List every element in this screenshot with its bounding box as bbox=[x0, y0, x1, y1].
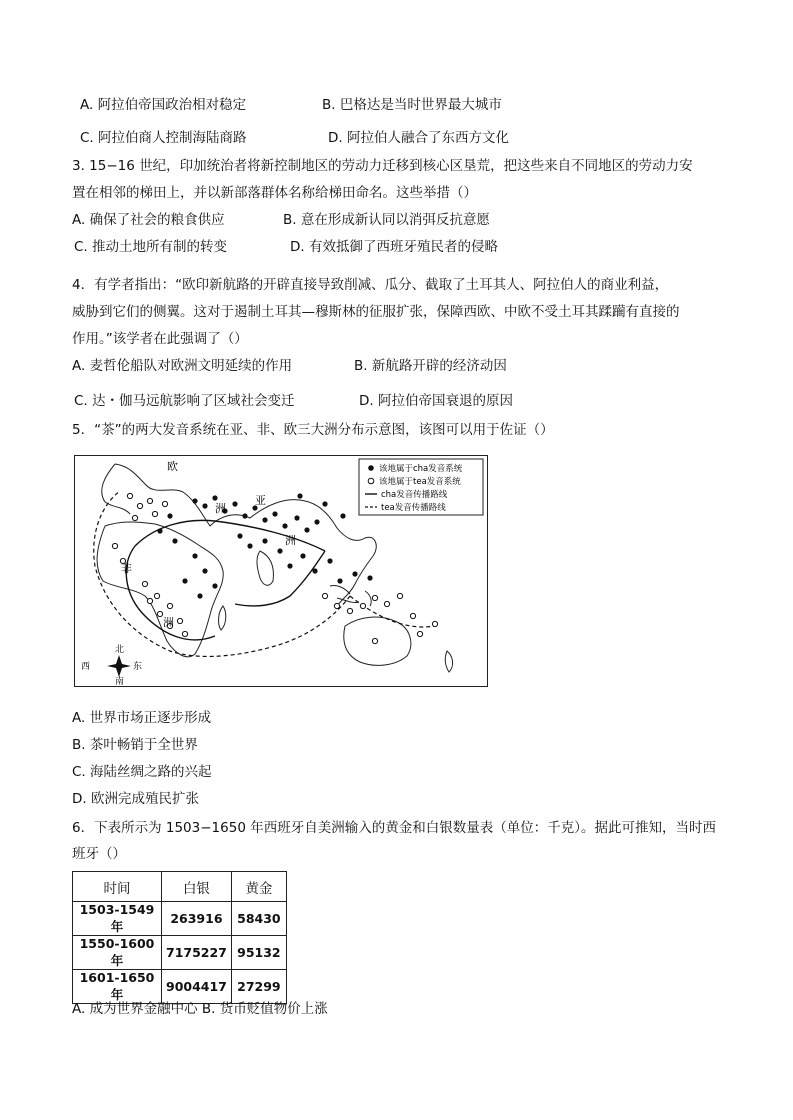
q4-stem-line-1: 4．有学者指出：“欧印新航路的开辟直接导致削减、瓜分、截取了土耳其人、阿拉伯人的商业利益， bbox=[72, 277, 669, 293]
legend-cha-label: 该地属于cha发音系统 bbox=[379, 464, 463, 474]
q2-option-a: A. 阿拉伯帝国政治相对稳定 bbox=[80, 97, 247, 113]
label-africa-2: 洲 bbox=[163, 616, 174, 629]
compass-north: 北 bbox=[115, 645, 125, 655]
q3-option-a: A. 确保了社会的粮食供应 bbox=[72, 212, 225, 228]
q5-option-d: D. 欧洲完成殖民扩张 bbox=[72, 791, 199, 807]
table-row bbox=[73, 902, 287, 936]
compass-east: 东 bbox=[133, 662, 143, 672]
table-cell: 1503-1549 年 bbox=[73, 902, 162, 936]
q5-option-c: C. 海陆丝绸之路的兴起 bbox=[72, 764, 212, 780]
label-africa: 非 bbox=[121, 562, 132, 575]
q5-option-a: A. 世界市场正逐步形成 bbox=[72, 710, 212, 726]
madagascar-coast bbox=[219, 606, 226, 630]
legend-tea-dot bbox=[368, 478, 374, 484]
legend-cha-route-label: cha发音传播路线 bbox=[381, 490, 448, 500]
compass-rose-icon bbox=[107, 655, 131, 677]
legend-cha-dot bbox=[368, 465, 374, 471]
q6-stem-line-2: 班牙（） bbox=[72, 846, 126, 862]
legend-tea-route-label: tea发音传播路线 bbox=[381, 503, 446, 513]
q4-option-d: D. 阿拉伯帝国衰退的原因 bbox=[359, 393, 513, 409]
table-cell: 7175227 bbox=[162, 936, 232, 970]
gold-silver-table bbox=[72, 871, 287, 1004]
table-cell: 95132 bbox=[231, 936, 286, 970]
tea-route-line bbox=[94, 491, 435, 656]
cha-dots bbox=[157, 493, 372, 598]
q4-stem-line-2: 威胁到它们的侧翼。这对于遏制土耳其—穆斯林的征服扩张，保障西欧、中欧不受土耳其蹂躏有直接的 bbox=[72, 304, 680, 320]
q4-stem-line-3: 作用。”该学者在此强调了（） bbox=[72, 331, 248, 347]
q3-option-d: D. 有效抵御了西班牙殖民者的侵略 bbox=[290, 239, 498, 255]
india-coast bbox=[257, 551, 273, 585]
q2-option-c: C. 阿拉伯商人控制海陆商路 bbox=[80, 130, 247, 146]
table-header-cell: 白银 bbox=[162, 872, 232, 902]
table-header-cell: 时间 bbox=[73, 872, 162, 902]
q4-option-a: A. 麦哲伦船队对欧洲文明延续的作用 bbox=[72, 358, 293, 374]
q3-stem-line-1: 3. 15−16 世纪，印加统治者将新控制地区的劳动力迁移到核心区垦荒，把这些来自不同地区的劳动力安 bbox=[72, 158, 693, 174]
label-asia-2: 洲 bbox=[285, 534, 296, 547]
table-header-row bbox=[73, 872, 287, 902]
table-cell: 1550-1600 年 bbox=[73, 936, 162, 970]
q2-option-b: B. 巴格达是当时世界最大城市 bbox=[322, 97, 502, 113]
q3-stem-line-2: 置在相邻的梯田上，并以新部落群体名称给梯田命名。这些举措（） bbox=[72, 185, 477, 201]
q4-option-b: B. 新航路开辟的经济动因 bbox=[354, 358, 507, 374]
table-cell: 27299 bbox=[231, 970, 286, 1004]
table-cell: 58430 bbox=[231, 902, 286, 936]
q3-option-c: C. 推动土地所有制的转变 bbox=[74, 239, 228, 255]
map-drawing bbox=[75, 456, 487, 686]
table-header-cell: 黄金 bbox=[231, 872, 286, 902]
label-europe-2: 洲 bbox=[215, 502, 226, 515]
q6-stem-line-1: 6．下表所示为 1503−1650 年西班牙自美洲输入的黄金和白银数量表（单位：千克）。据此可推知，当时西 bbox=[72, 820, 716, 836]
new-zealand-coast bbox=[445, 651, 452, 672]
q3-option-b: B. 意在形成新认同以消弭反抗意愿 bbox=[283, 212, 490, 228]
label-europe: 欧 bbox=[167, 460, 178, 473]
label-asia: 亚 bbox=[255, 494, 266, 507]
q2-option-d: D. 阿拉伯人融合了东西方文化 bbox=[328, 130, 509, 146]
table-cell: 1601-1650 年 bbox=[73, 970, 162, 1004]
table-cell: 263916 bbox=[162, 902, 232, 936]
q4-option-c: C. 达・伽马远航影响了区域社会变迁 bbox=[74, 393, 295, 409]
q5-stem: 5．“茶”的两大发音系统在亚、非、欧三大洲分布示意图，该图可以用于佐证（） bbox=[72, 422, 554, 438]
legend-tea-label: 该地属于tea发音系统 bbox=[379, 477, 461, 487]
africa-coast bbox=[97, 522, 223, 657]
table-cell: 9004417 bbox=[162, 970, 232, 1004]
tea-pronunciation-map bbox=[74, 455, 488, 687]
q6-options: A. 成为世界金融中心 B. 货币贬值物价上涨 bbox=[72, 1001, 328, 1017]
compass-south: 南 bbox=[115, 677, 125, 686]
q5-option-b: B. 茶叶畅销于全世界 bbox=[72, 737, 198, 753]
compass-west: 西 bbox=[81, 662, 91, 672]
table-row bbox=[73, 936, 287, 970]
